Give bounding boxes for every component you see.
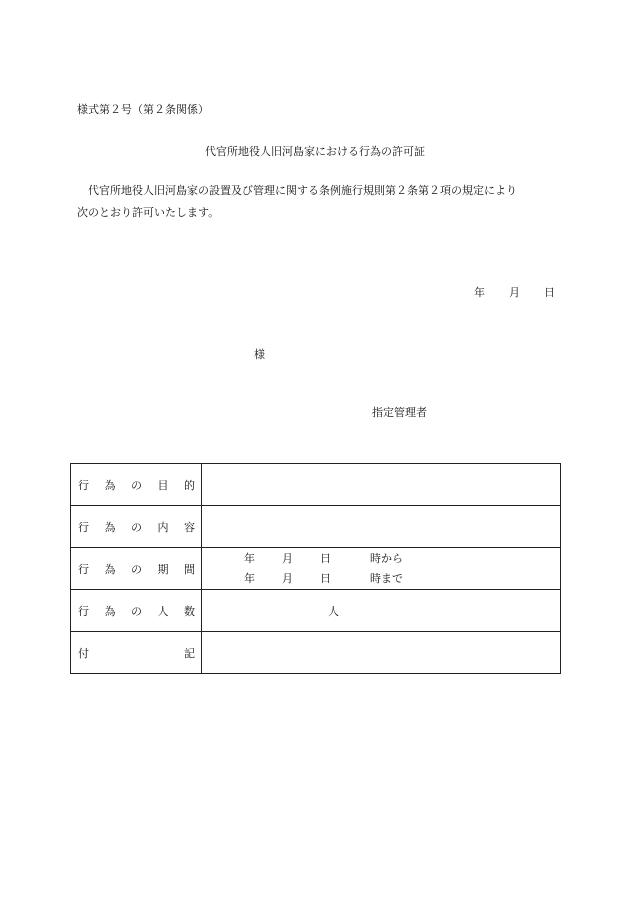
label-headcount [71,590,202,632]
period-end [244,569,560,589]
label-content [71,506,202,548]
label-char: 内 [157,520,169,534]
period-month: 月 [282,571,293,585]
label-char: の [131,478,142,492]
label-period [71,548,202,590]
label-char: 間 [184,562,195,576]
value-remarks[interactable] [202,632,561,674]
period-to: 時まで [370,571,403,585]
permit-details-table [70,463,561,674]
date-day-label: 日 [544,286,555,299]
period-start [244,549,560,569]
document-title: 代官所地役人旧河島家における行為の許可証 [205,145,425,158]
period-day: 日 [320,571,331,585]
period-month: 月 [282,551,293,565]
label-char: 容 [184,520,195,534]
value-purpose[interactable] [202,464,561,506]
label-char: の [131,520,142,534]
label-char: 数 [184,604,195,618]
period-day: 日 [320,551,331,565]
table-row-purpose [71,464,561,506]
value-headcount[interactable]: 人 [202,590,561,632]
table-row-remarks [71,632,561,674]
label-char: 行 [78,478,89,492]
date-year-label: 年 [474,286,485,299]
label-char: 人 [157,604,169,618]
date-line [474,284,555,300]
table-row-period [71,548,561,590]
intro-line-1: 代官所地役人旧河島家の設置及び管理に関する条例施行規則第２条第２項の規定により [88,184,517,197]
label-char: 期 [157,562,169,576]
period-from: 時から [370,551,403,565]
label-char: 記 [184,646,195,660]
label-char: 的 [184,478,195,492]
label-char: 為 [104,520,116,534]
form-number: 様式第２号（第２条関係） [77,103,209,116]
value-period[interactable] [202,548,561,590]
table-row-headcount [71,590,561,632]
intro-paragraph [77,180,562,224]
date-month-label: 月 [509,286,520,299]
label-char: 為 [104,562,116,576]
issuer-label: 指定管理者 [372,406,427,419]
label-char: 行 [78,520,89,534]
recipient-honorific: 様 [254,348,265,361]
label-purpose [71,464,202,506]
label-char: 行 [78,604,89,618]
label-char: 付 [78,646,89,660]
period-year: 年 [244,551,255,565]
table-row-content [71,506,561,548]
label-char: の [131,604,142,618]
period-year: 年 [244,571,255,585]
label-char: 目 [157,478,169,492]
label-char: の [131,562,142,576]
label-char: 行 [78,562,89,576]
label-char: 為 [104,478,116,492]
label-remarks [71,632,202,674]
label-char: 為 [104,604,116,618]
intro-line-2: 次のとおり許可いたします。 [77,206,220,219]
value-content[interactable] [202,506,561,548]
